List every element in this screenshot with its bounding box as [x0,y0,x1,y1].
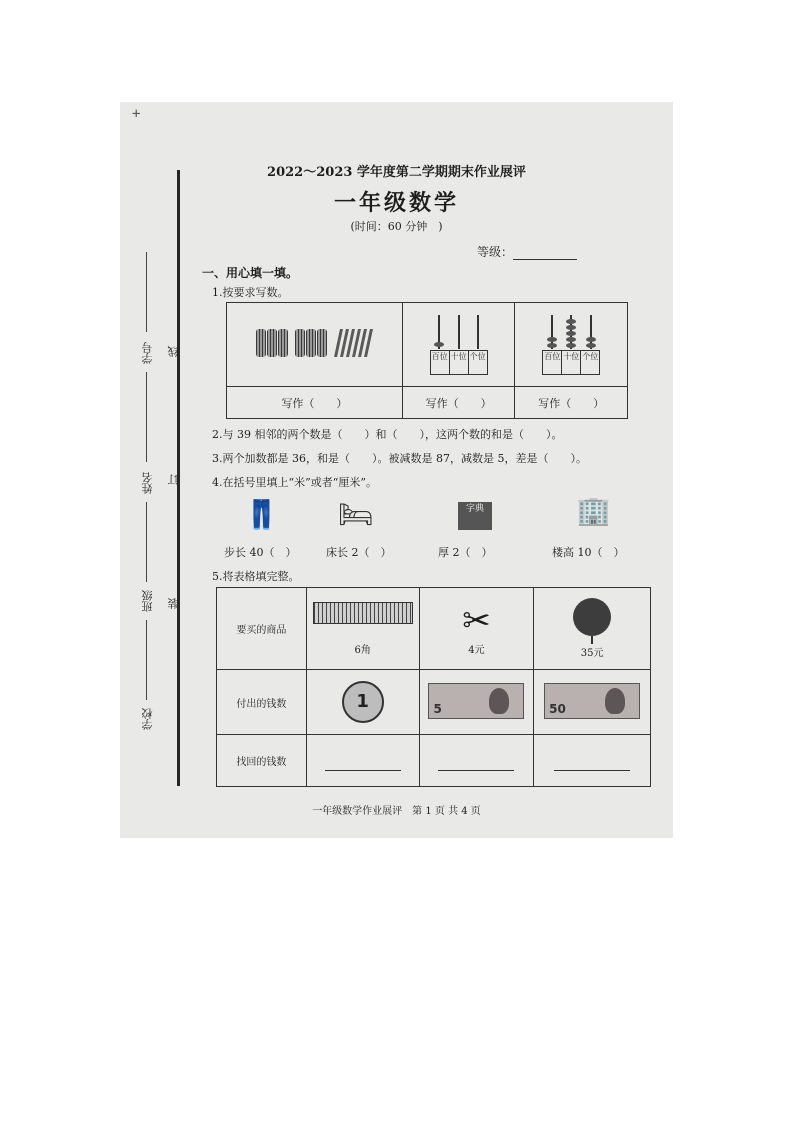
school-label: 学校 [141,708,154,730]
write-answer-3[interactable]: 写作（ ） [515,387,628,419]
coin-cell [306,670,419,734]
abacus-1 [402,303,515,387]
scissors-icon: ✂ [462,601,491,642]
ruler-icon [313,602,413,624]
abacus-2-tens: 十位 [562,351,581,374]
q4-item-bed[interactable]: 床长 2（ ） [326,546,392,559]
exam-title: 一年级数学 [333,190,459,216]
question-4: 4.在括号里填上“米”或者“厘米”。 [212,476,377,489]
name-field [146,372,147,462]
student-id-label: 学号 [141,342,154,364]
ruler-cell [306,588,419,670]
abacus-2-hundreds: 百位 [543,351,562,374]
abacus-1-tens: 十位 [450,351,469,374]
book-icon [458,502,492,530]
coin-icon: 1 [342,681,384,723]
crosshair-mark: + [132,106,141,122]
pants-icon: 👖 [244,498,279,531]
student-id-field [146,252,147,332]
grade-label: 等级： [477,245,514,259]
q4-item-book[interactable]: 厚 2（ ） [438,546,493,559]
question-3: 3.两个加数都是 36，和是（ ）。被减数是 87，减数是 5，差是（ ）。 [212,452,587,465]
row-label-change: 找回的钱数 [217,734,307,786]
globe-icon [573,598,611,636]
shopping-table [216,587,651,787]
school-field [146,620,147,700]
price-ruler: 6角 [354,644,371,656]
binding-mark-line: 线 [167,346,180,357]
class-field [146,502,147,582]
abacus-1-ones: 个位 [469,351,486,361]
note-50-cell [534,670,651,734]
grade-blank[interactable] [513,247,577,260]
change-answer-3[interactable] [534,734,651,786]
class-label: 班级 [141,590,154,612]
banknote-icon: 50 [544,683,640,719]
change-answer-2[interactable] [419,734,534,786]
exam-time: (时间：60 分钟 ) [350,220,443,233]
grade-field[interactable] [477,243,577,260]
note-5-cell [419,670,534,734]
q4-item-step[interactable]: 步长 40（ ） [224,546,297,559]
scanned-page [120,102,673,838]
abacus-2 [515,303,628,387]
price-globe: 35元 [580,648,604,660]
name-label: 姓名 [141,472,154,494]
bed-icon: 🛏 [338,498,374,531]
banknote-icon: 5 [428,683,524,719]
binding-mark-staple: 订 [167,474,180,485]
scissors-cell [419,588,534,670]
question-5: 5.将表格填完整。 [212,570,300,583]
price-scissors: 4元 [468,645,485,657]
question-1: 1.按要求写数。 [212,286,289,299]
write-answer-1[interactable]: 写作（ ） [227,387,403,419]
exam-subtitle: 2022～2023 学年度第二学期期末作业展评 [267,165,526,180]
question-2: 2.与 39 相邻的两个数是（ ）和（ ），这两个数的和是（ ）。 [212,428,563,441]
book-label: 字典 [465,504,484,514]
q4-item-building[interactable]: 楼高 10（ ） [552,546,625,559]
abacus-1-hundreds: 百位 [431,351,450,374]
change-answer-1[interactable] [306,734,419,786]
section-heading: 一、用心填一填。 [202,266,299,280]
place-value-table [226,302,628,419]
abacus-2-ones: 个位 [582,351,599,361]
binding-mark-bind: 装 [167,598,180,609]
row-label-goods: 要买的商品 [217,588,307,670]
building-icon: 🏢 [576,494,611,527]
write-answer-2[interactable]: 写作（ ） [402,387,515,419]
globe-cell [534,588,651,670]
sticks-picture [227,303,403,387]
row-label-paid: 付出的钱数 [217,670,307,734]
page-footer: 一年级数学作业展评 第 1 页 共 4 页 [312,806,481,817]
